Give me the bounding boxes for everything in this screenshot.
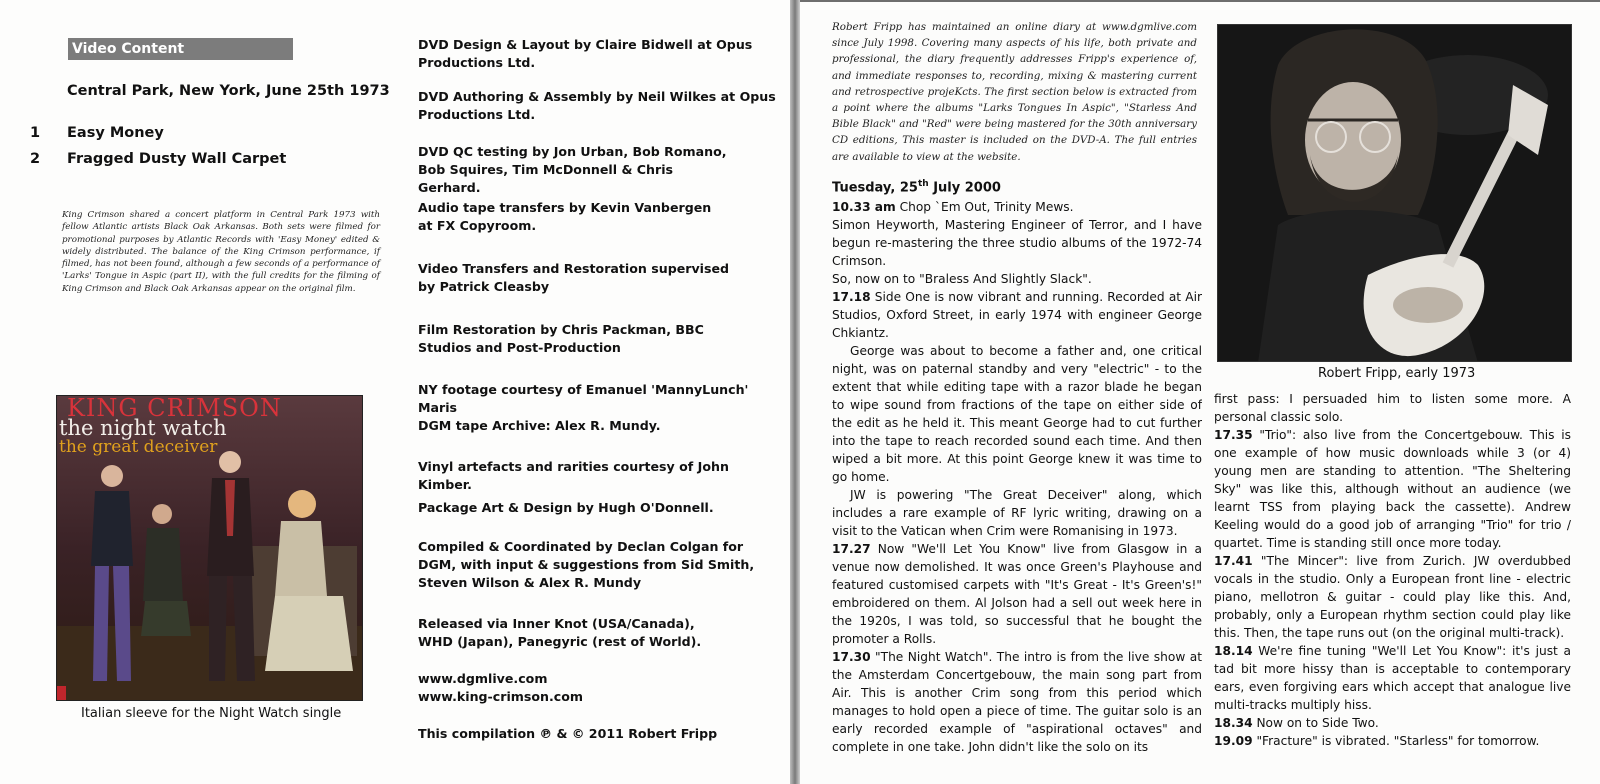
video-content-header: Video Content bbox=[68, 38, 293, 60]
sleeve-band-name: KING CRIMSON bbox=[67, 395, 282, 422]
diary-entry bbox=[832, 486, 1202, 540]
entry-time: 17.18 bbox=[832, 290, 871, 304]
diary-entry bbox=[1214, 426, 1571, 552]
track-title: Fragged Dusty Wall Carpet bbox=[67, 151, 287, 167]
photo-caption: Robert Fripp, early 1973 bbox=[1318, 366, 1476, 381]
book-spine bbox=[790, 0, 800, 784]
concert-note: King Crimson shared a concert platform in Central Park 1973 with fellow Atlantic artists Black Oak Arkansas. Both sets were filmed for promotional purposes by Atlantic Records with 'Easy Money' edited & widely distributed. The balance of the King Crimson performance, if filmed, has not been found, although a few seconds of a performance of 'Larks' Tongue in Aspic (part II), with the full credits for the filming of King Crimson and Black Oak Arkansas appear on the original film. bbox=[62, 210, 380, 294]
entry-time: 18.34 bbox=[1214, 716, 1253, 730]
entry-text: Simon Heyworth, Mastering Engineer of Terror, and I have begun re-mastering the three studio albums of the 1972-74 Crimson. bbox=[832, 218, 1202, 268]
credit-item: DGM tape Archive: Alex R. Mundy. bbox=[418, 418, 661, 433]
entry-text: "The Mincer": live from Zurich. JW overdubbed vocals in the studio. Only a European front line - electric piano, mellotron & guitar - could play like this. And, probably, only a European rhythm section could play like this. Then, the tape runs out (on the original multi-track). bbox=[1214, 554, 1571, 640]
entry-text: "The Night Watch". The intro is from the live show at the Amsterdam Concertgebouw, the main song part from Air. This is another Crim song from this period which manages to hold open a piece of time. The guitar solo is an early recorded example of "aspirational octaves" and complete in one take. John didn't like the solo on its bbox=[832, 650, 1202, 754]
diary-entry bbox=[832, 540, 1202, 648]
entry-time: 17.41 bbox=[1214, 554, 1253, 568]
left-page bbox=[0, 0, 790, 784]
diary-entry bbox=[832, 270, 1202, 288]
credit-item: Video Transfers and Restoration supervised by Patrick Cleasby bbox=[418, 261, 730, 294]
credit-item: Film Restoration by Chris Packman, BBC Studios and Post-Production bbox=[418, 322, 704, 355]
photo-artwork bbox=[1218, 25, 1572, 362]
entry-time: 17.30 bbox=[832, 650, 871, 664]
entry-text: Chop `Em Out, Trinity Mews. bbox=[899, 200, 1074, 214]
diary-entry bbox=[832, 342, 1202, 486]
entry-time: 17.35 bbox=[1214, 428, 1253, 442]
entry-time: 17.27 bbox=[832, 542, 871, 556]
diary-column-right bbox=[1214, 390, 1571, 782]
diary-entry bbox=[1214, 552, 1571, 642]
track-number: 1 bbox=[30, 125, 41, 141]
sleeve-subtitle: the great deceiver bbox=[59, 437, 218, 457]
entry-text: So, now on to "Braless And Slightly Slack". bbox=[832, 272, 1092, 286]
diary-entry bbox=[1214, 642, 1571, 714]
entry-text: "Trio": also live from the Concertgebouw. This is one example of how music downloads while 3 (or 4) young men are standing to attention. "The Sheltering Sky" was like this, although without an audience (we learnt TSS from playing back the cassette). Andrew Keeling would do a good job of arranging "Trio" for trio / quartet. Time is standing still once more today. bbox=[1214, 428, 1571, 550]
entry-text: Side One is now vibrant and running. Recorded at Air Studios, Oxford Street, in early 1974 with engineer George Chkiantz. bbox=[832, 290, 1202, 340]
diary-date bbox=[832, 179, 1001, 195]
concert-title: Central Park, New York, June 25th 1973 bbox=[67, 83, 390, 99]
diary-entry bbox=[1214, 732, 1571, 750]
diary-intro: Robert Fripp has maintained an online diary at www.dgmlive.com since July 1998. Covering many aspects of his life, both private and professional, the diary frequently addresses Fripp's experience of, and immediate responses to, recording, mixing & mastering current and retrospective projeKcts. The first section below is extracted from a point where the albums "Larks Tongues In Aspic", "Starless And Bible Black" and "Red" were being mastered for the 30th anniversary CD editions, This master is included on the DVD-A. The full entries are available to view at the website. bbox=[832, 21, 1197, 163]
diary-column-left bbox=[832, 198, 1202, 783]
sleeve-title: the night watch bbox=[59, 416, 227, 440]
credit-item: Compiled & Coordinated by Declan Colgan for DGM, with input & suggestions from Sid Smith, Steven Wilson & Alex R. Mundy bbox=[418, 539, 755, 590]
copyright-line: This compilation ℗ & © 2011 Robert Fripp bbox=[418, 726, 718, 741]
credit-item: Released via Inner Knot (USA/Canada), WHD (Japan), Panegyric (rest of World). bbox=[418, 616, 702, 649]
credit-item: Audio tape transfers by Kevin Vanbergen at FX Copyroom. bbox=[418, 200, 712, 233]
sleeve-caption: Italian sleeve for the Night Watch single bbox=[81, 706, 342, 721]
entry-time: 19.09 bbox=[1214, 734, 1253, 748]
date-day: Tuesday, 25 bbox=[832, 180, 918, 196]
entry-text: first pass: I persuaded him to listen some more. A personal classic solo. bbox=[1214, 392, 1571, 424]
track-title: Easy Money bbox=[67, 125, 164, 141]
entry-text: Now "We'll Let You Know" live from Glasgow in a venue now demolished. It was once Green's Playhouse and featured customised carpets with "It's Great - It's Green's!" embroidered on them. Al Jolson had a sell out week here in the 1920s, I was told, so successful that he bought the promoter a Rolls. bbox=[832, 542, 1202, 646]
diary-entry bbox=[1214, 390, 1571, 426]
credit-item: NY footage courtesy of Emanuel 'MannyLunch' Maris bbox=[418, 382, 749, 415]
credit-item: Vinyl artefacts and rarities courtesy of John Kimber. bbox=[418, 459, 729, 492]
credit-item: Package Art & Design by Hugh O'Donnell. bbox=[418, 500, 714, 515]
entry-text: "Fracture" is vibrated. "Starless" for tomorrow. bbox=[1256, 734, 1540, 748]
entry-text: We're fine tuning "We'll Let You Know": it's just a tad bit more hissy than is acceptable to contemporary ears, even forgiving ears which accept that analogue live multi-tracks multiply hiss. bbox=[1214, 644, 1571, 712]
credit-item: DVD Authoring & Assembly by Neil Wilkes at Opus Productions Ltd. bbox=[418, 89, 776, 122]
diary-entry bbox=[832, 216, 1202, 270]
diary-entry bbox=[1214, 714, 1571, 732]
track-item bbox=[30, 151, 286, 167]
night-watch-sleeve-image bbox=[56, 395, 363, 701]
diary-entry bbox=[832, 198, 1202, 216]
credit-item: DVD Design & Layout by Claire Bidwell at Opus Productions Ltd. bbox=[418, 37, 753, 70]
diary-entry bbox=[832, 288, 1202, 342]
website-link[interactable]: www.dgmlive.com bbox=[418, 671, 548, 686]
credit-item: DVD QC testing by Jon Urban, Bob Romano, Bob Squires, Tim McDonnell & Chris Gerhard. bbox=[418, 144, 727, 195]
track-item bbox=[30, 125, 164, 141]
date-suffix: th bbox=[917, 179, 929, 189]
entry-text: Now on to Side Two. bbox=[1256, 716, 1379, 730]
entry-text: George was about to become a father and, one critical night, was on paternal standby and very "electric" - to the extent that while editing tape with a razor blade he began to wipe sound from fractions of the tape on either side of the edit as he held it. This meant George had to cut further into the tape to reach recorded sound each time. And then wiped a bit more. At this point George knew it was time to go home. bbox=[832, 344, 1202, 484]
diary-entry bbox=[832, 648, 1202, 756]
entry-time: 18.14 bbox=[1214, 644, 1253, 658]
track-number: 2 bbox=[30, 151, 41, 167]
entry-time: 10.33 am bbox=[832, 200, 896, 214]
right-page bbox=[800, 2, 1600, 784]
robert-fripp-photo bbox=[1217, 24, 1572, 362]
website-link[interactable]: www.king-crimson.com bbox=[418, 689, 584, 704]
date-rest: July 2000 bbox=[928, 180, 1001, 196]
entry-text: JW is powering "The Great Deceiver" along, which includes a rare example of RF lyric writing, drawing on a visit to the Vatican when Crim were Romanising in 1973. bbox=[832, 488, 1202, 538]
